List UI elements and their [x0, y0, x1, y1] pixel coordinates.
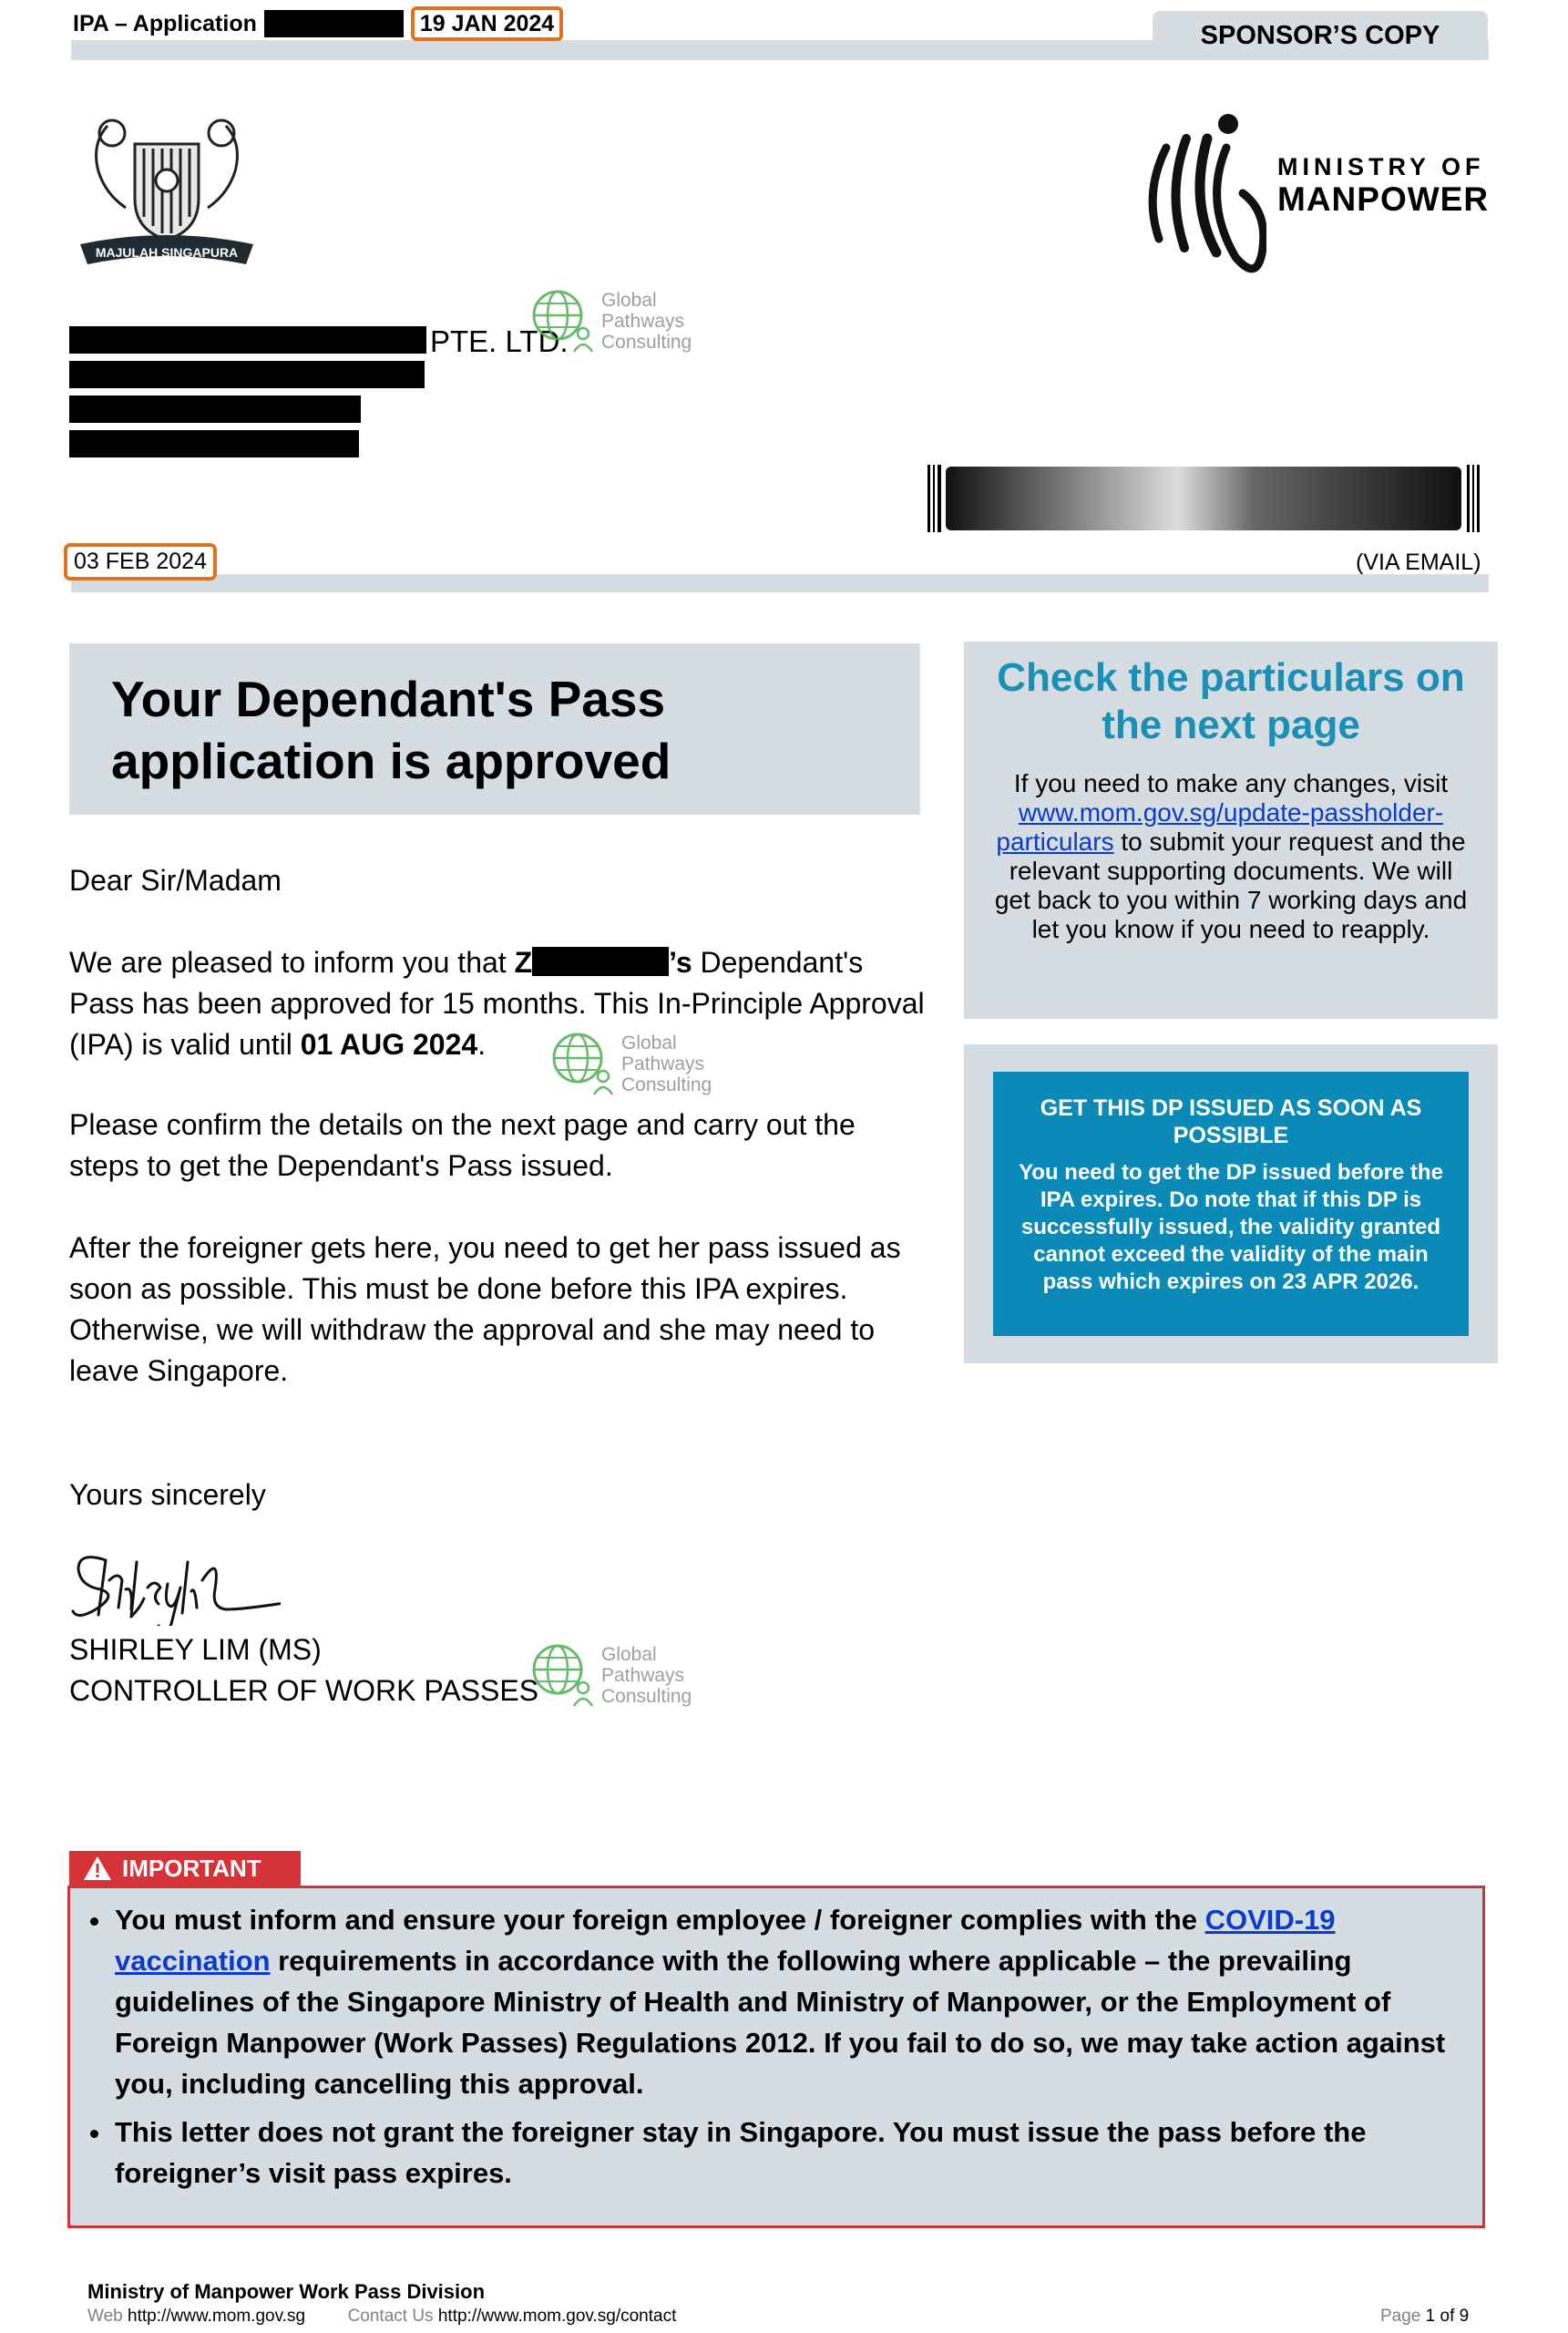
document-header [73, 7, 563, 40]
watermark-line-1: Global [621, 1032, 677, 1053]
important-item-stay: • This letter does not grant the foreigner stay in Singapore. You must issue the pass before the foreigner’s visit pass expires. [113, 2112, 1456, 2194]
crest-motto: MAJULAH SINGAPURA [95, 245, 239, 260]
salutation: Dear Sir/Madam [69, 864, 282, 897]
date-rule [71, 574, 1489, 592]
update-particulars-link[interactable]: www.mom.gov.sg/update-passholder-particulars [996, 798, 1444, 856]
approval-text-b: Dependant's Pass has been approved for 15 months. This In-Principle Approval (IPA) is valid until [69, 946, 925, 1061]
page-title [111, 668, 895, 792]
doc-label: IPA – Application [73, 10, 257, 36]
page-label: Page [1380, 2307, 1421, 2326]
footer-web-link[interactable]: http://www.mom.gov.sg [128, 2307, 306, 2326]
approval-paragraph [69, 942, 926, 1065]
page-number [1380, 2307, 1469, 2327]
footer-contact-label: Contact Us [347, 2307, 434, 2326]
check-body-text-b: to submit your request and the relevant supporting documents. We will get back to you within 7 working days and let you know if you need to reapply. [994, 827, 1468, 943]
important-tab [69, 1851, 301, 1886]
footer-contact-link[interactable]: http://www.mom.gov.sg/contact [437, 2307, 677, 2326]
check-body-text-a: If you need to make any changes, visit [1013, 769, 1449, 797]
footer-links [87, 2307, 676, 2327]
watermark [550, 1031, 712, 1096]
watermark [530, 1642, 692, 1708]
important-notice-list [89, 1899, 1456, 2201]
approval-text-a: We are pleased to inform you that [69, 946, 515, 979]
watermark-line-3: Consulting [621, 1074, 712, 1095]
page-value: 1 of 9 [1425, 2307, 1470, 2326]
confirm-paragraph: Please confirm the details on the next page and carry out the steps to get the Dependant's Pass issued. [69, 1108, 856, 1182]
redacted-address-line-1 [69, 361, 425, 388]
watermark [530, 288, 692, 354]
check-particulars-title: Check the particulars on the next page [997, 655, 1465, 747]
check-particulars-body [993, 769, 1469, 944]
watermark-line-3: Consulting [601, 1685, 692, 1707]
footer-web-label: Web [87, 2307, 123, 2326]
watermark-line-2: Pathways [601, 310, 685, 332]
redacted-address-line-2 [69, 396, 361, 423]
ministry-line-2: MANPOWER [1277, 180, 1490, 218]
footer-organisation: Ministry of Manpower Work Pass Division [87, 2280, 486, 2303]
signatory-title: CONTROLLER OF WORK PASSES [69, 1674, 539, 1707]
redacted-address-line-3 [69, 430, 359, 457]
obscured-barcode [927, 465, 1480, 532]
redacted-application-number [264, 10, 404, 37]
watermark-line-2: Pathways [621, 1053, 705, 1074]
letter-date: 03 FEB 2024 [64, 543, 217, 581]
title-line-1: Your Dependant's Pass [111, 671, 666, 727]
applicant-initial: Z [514, 946, 533, 979]
vaccination-text-b: requirements in accordance with the following where applicable – the prevailing guidelines of the Singapore Ministry of Health and Ministry of Manpower, or the Employment of Foreign Manpower (Work Passes) Regulations 2012. If you fail to do so, we may take action against you, including cancelling this approval. [115, 1945, 1446, 2100]
issue-paragraph: After the foreigner gets here, you need to get her pass issued as soon as possible. This must be done before this IPA expires. Otherwise, we will withdraw the approval and she may need to leave Singapore. [69, 1231, 901, 1387]
redacted-company-name [69, 326, 426, 354]
warning-icon [82, 1855, 113, 1882]
ipa-date: 19 JAN 2024 [411, 6, 563, 41]
valid-until-date: 01 AUG 2024 [300, 1028, 478, 1061]
singapore-crest-logo [71, 108, 262, 270]
dp-issue-heading: GET THIS DP ISSUED AS SOON AS POSSIBLE [1040, 1095, 1422, 1148]
globe-person-icon [530, 288, 596, 354]
delivery-method: (VIA EMAIL) [1356, 550, 1481, 575]
signatory-name: SHIRLEY LIM (MS) [69, 1633, 322, 1666]
watermark-line-1: Global [601, 289, 657, 311]
ministry-line-1: MINISTRY OF [1277, 153, 1485, 180]
watermark-line-1: Global [601, 1643, 657, 1665]
important-label: IMPORTANT [122, 1854, 261, 1882]
redacted-applicant-name [532, 947, 669, 976]
sponsor-copy-label: SPONSOR’S COPY [1153, 11, 1488, 60]
approval-text-c: . [477, 1028, 487, 1061]
applicant-possessive: ’s [669, 946, 692, 979]
dp-issue-body: You need to get the DP issued before the IPA expires. Do note that if this DP is successfully issued, the validity granted cannot exceed the validity of the main pass which expires on 23 APR 2026. [1019, 1160, 1443, 1294]
watermark-line-3: Consulting [601, 331, 692, 353]
covid-vaccination-link[interactable]: COVID-19 vaccination [115, 1904, 1336, 1977]
vaccination-text-a: You must inform and ensure your foreign employee / foreigner complies with the [115, 1904, 1205, 1936]
company-suffix: PTE. LTD. [430, 324, 569, 358]
globe-person-icon [550, 1031, 616, 1096]
title-line-2: application is approved [111, 733, 671, 789]
ministry-of-manpower-logo [1139, 111, 1494, 275]
watermark-line-2: Pathways [601, 1664, 685, 1686]
signature-image [69, 1544, 281, 1626]
mom-emblem-icon [1139, 111, 1266, 275]
globe-person-icon [530, 1642, 596, 1708]
important-item-vaccination [113, 1899, 1456, 2104]
closing: Yours sincerely [69, 1478, 266, 1511]
